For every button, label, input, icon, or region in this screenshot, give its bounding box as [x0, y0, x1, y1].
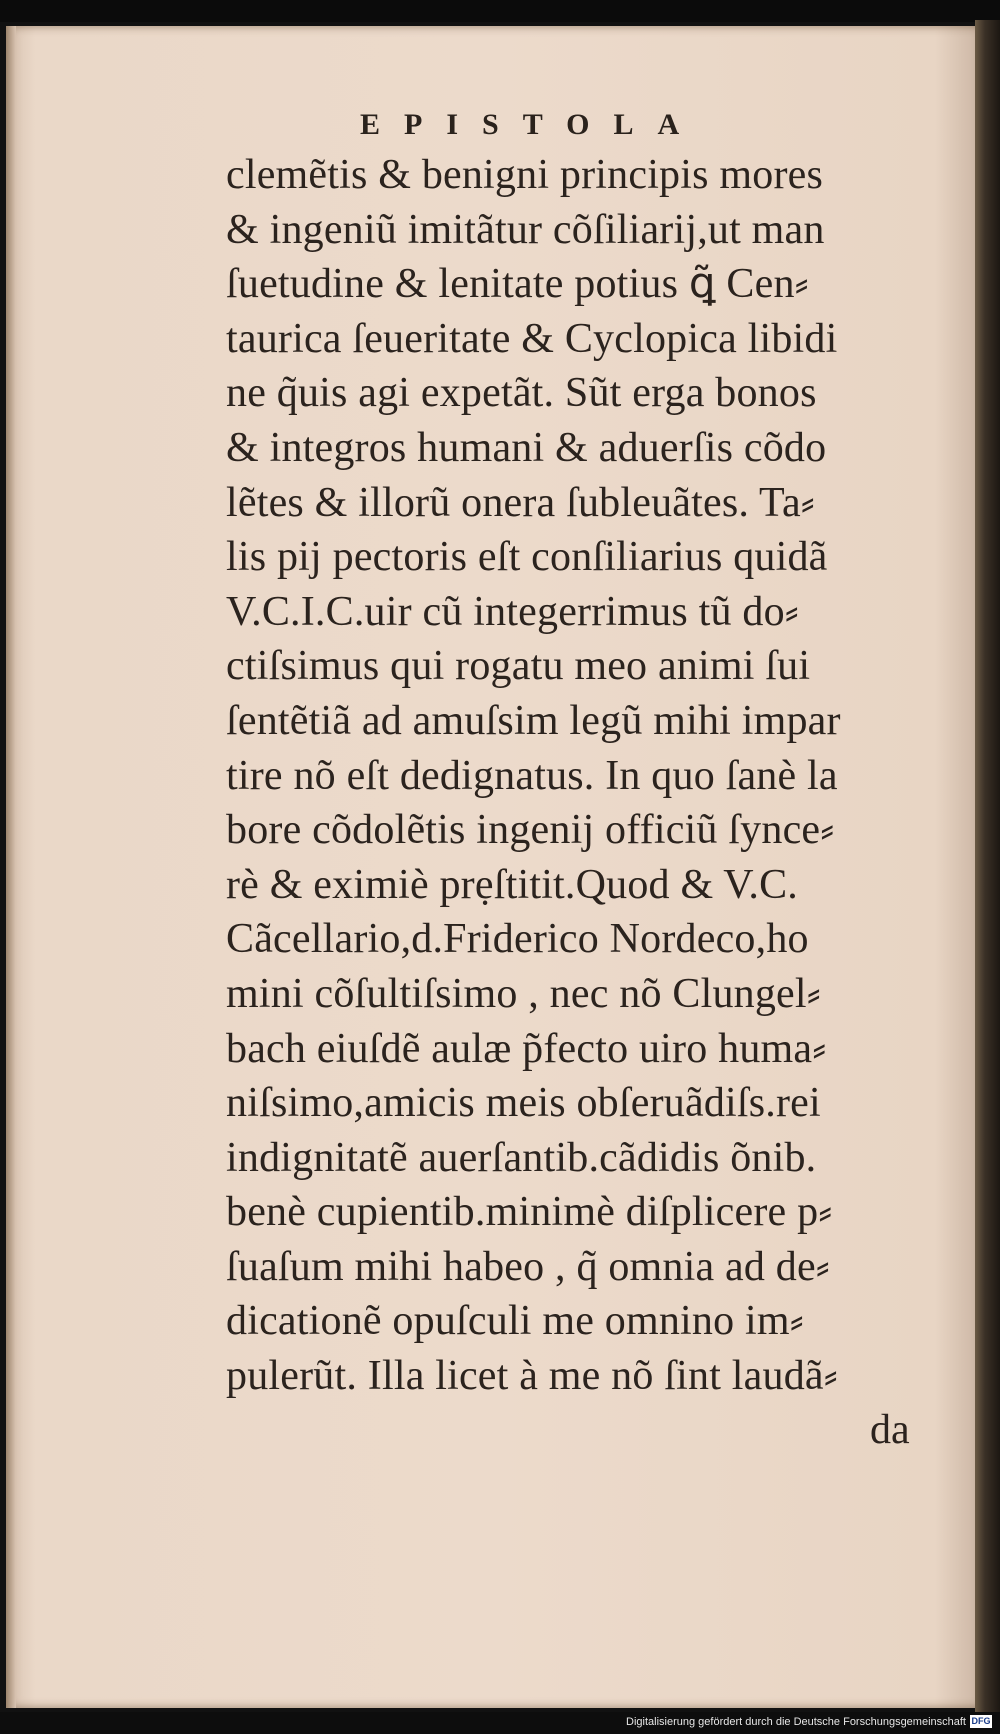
text-line: & ingeniũ imitãtur cõſiliarij,ut man	[226, 206, 825, 253]
text-line: benè cupientib.minimè diſplicere p⸗	[226, 1189, 833, 1236]
text-line: taurica ſeueritate & Cyclopica libidi	[226, 315, 838, 362]
text-line: clemẽtis & benigni principis mores	[226, 152, 824, 198]
text-line: ſuaſum mihi habeo , q̃ omnia ad de⸗	[226, 1243, 830, 1290]
book-edge	[975, 20, 1000, 1712]
text-line: bach eiuſdẽ aulæ p̃fecto uiro huma⸗	[226, 1025, 827, 1072]
text-line: ne q̃uis agi expetãt. Sũt erga bonos	[226, 370, 817, 417]
text-line: indignitatẽ auerſantib.cãdidis õnib.	[226, 1134, 817, 1181]
text-line: Cãcellario,d.Friderico Nordeco,ho	[226, 916, 809, 963]
text-line: niſsimo,amicis meis obſeruãdiſs.rei	[226, 1080, 821, 1127]
text-line: ctiſsimus qui rogatu meo animi ſui	[226, 643, 811, 690]
text-line: V.C.I.C.uir cũ integerrimus tũ do⸗	[226, 588, 799, 635]
dfg-logo: DFG	[971, 1716, 991, 1726]
text-line: rè & eximiè prẹſtitit.Quod & V.C.	[226, 861, 799, 908]
text-line: mini cõſultiſsimo , nec nõ Clungel⸗	[226, 970, 821, 1017]
page-gutter	[6, 26, 16, 1708]
text-line: bore cõdolẽtis ingenij officiũ ſynce⸗	[226, 807, 835, 854]
funding-credit: Digitalisierung gefördert durch die Deutsche Forschungsgemeinschaft	[626, 1716, 966, 1728]
top-border	[0, 0, 1000, 22]
running-head: EPISTOLA	[360, 108, 704, 141]
text-line: dicationẽ opuſculi me omnino im⸗	[226, 1298, 804, 1345]
text-line: ſentẽtiã ad amuſsim legũ mihi impar	[226, 697, 841, 744]
text-line: lis pij pectoris eſt conſiliarius quidã	[226, 534, 828, 581]
catchword: da	[870, 1407, 910, 1453]
text-line: tire nõ eſt dedignatus. In quo ſanè la	[226, 752, 838, 799]
text-line: ſuetudine & lenitate potius ꝗ̃ Cen⸗	[226, 261, 809, 308]
text-line: pulerũt. Illa licet à me nõ ſint laudã⸗	[226, 1353, 838, 1400]
body-text	[226, 148, 946, 1404]
text-line: lẽtes & illorũ onera ſubleuãtes. Ta⸗	[226, 479, 815, 526]
text-line: & integros humani & aduerſis cõdo	[226, 424, 827, 471]
